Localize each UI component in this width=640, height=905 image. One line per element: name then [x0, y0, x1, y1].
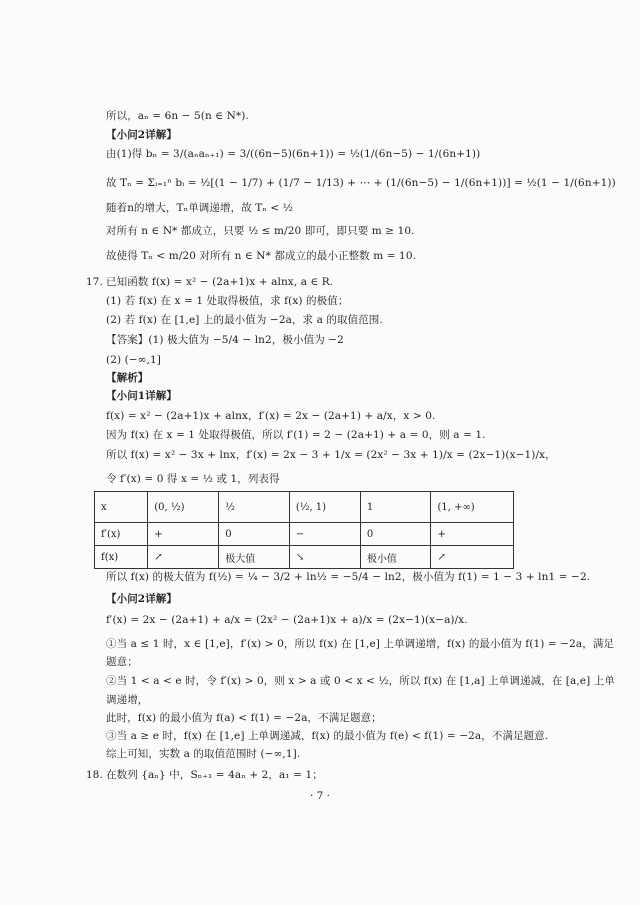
table-cell: (½, 1)	[289, 492, 360, 523]
section-heading: 【小问2详解】	[106, 593, 178, 605]
answer-line: 【答案】(1) 极大值为 −5/4 − ln2，极小值为 −2	[106, 334, 344, 346]
table-cell: ↗	[148, 546, 219, 569]
table-cell: f′(x)	[95, 523, 148, 546]
question-number: 18.	[86, 769, 103, 781]
table-cell: (1, +∞)	[431, 492, 514, 523]
text-line: ③当 a ≥ e 时，f(x) 在 [1,e] 上单调递减，f(x) 的最小值为 f(e) < f(1) = −2a，不满足题意.	[106, 730, 549, 742]
question-part: (1) 若 f(x) 在 x = 1 处取得极值，求 f(x) 的极值；	[106, 295, 349, 307]
table-row	[95, 546, 514, 569]
table-cell: 极小值	[360, 546, 431, 569]
table-cell: +	[431, 523, 514, 546]
section-heading: 【解析】	[106, 372, 149, 384]
table-cell: ↘	[289, 546, 360, 569]
table-cell: 0	[360, 523, 431, 546]
table-row	[95, 523, 514, 546]
table-cell: 0	[219, 523, 290, 546]
table-row	[95, 492, 514, 523]
text-line: 令 f′(x) = 0 得 x = ½ 或 1，列表得	[106, 473, 280, 485]
table-cell: ↗	[431, 546, 514, 569]
table-cell: 极大值	[219, 546, 290, 569]
table-cell: x	[95, 492, 148, 523]
table-cell: (0, ½)	[148, 492, 219, 523]
text-line: ①当 a ≤ 1 时，x ∈ [1,e]，f′(x) > 0，所以 f(x) 在 [1,e] 上单调递增，f(x) 的最小值为 f(1) = −2a，满足	[106, 638, 615, 650]
page-number: · 7 ·	[309, 790, 331, 802]
question-number: 17.	[86, 276, 103, 288]
table-cell: 1	[360, 492, 431, 523]
text-line: 对所有 n ∈ N* 都成立，只要 ½ ≤ m/20 即可，即只要 m ≥ 10.	[106, 225, 415, 237]
question-text: 在数列 {aₙ} 中，Sₙ₊₁ = 4aₙ + 2，a₁ = 1；	[106, 769, 323, 781]
answer-line: (2) (−∞,1]	[106, 354, 161, 366]
text-line: 所以 f(x) = x² − 3x + lnx，f′(x) = 2x − 3 + 1/x = (2x² − 3x + 1)/x = (2x−1)(x−1)/x，	[106, 449, 556, 461]
text-line: 所以，aₙ = 6n − 5(n ∈ N*).	[106, 110, 249, 122]
text-line: 此时，f(x) 的最小值为 f(a) < f(1) = −2a，不满足题意；	[106, 712, 382, 724]
section-heading: 【小问1详解】	[106, 390, 178, 402]
text-line: f′(x) = 2x − (2a+1) + a/x = (2x² − (2a+1)x + a)/x = (2x−1)(x−a)/x.	[106, 614, 468, 626]
text-line: 题意；	[106, 656, 138, 668]
text-line: ②当 1 < a < e 时，令 f′(x) > 0，则 x > a 或 0 < x < ½，所以 f(x) 在 [1,a] 上单调递减，在 [a,e] 上单	[106, 675, 615, 687]
table-cell: +	[148, 523, 219, 546]
table-cell: ½	[219, 492, 290, 523]
text-line: f(x) = x² − (2a+1)x + alnx，f′(x) = 2x − (2a+1) + a/x，x > 0.	[106, 410, 436, 422]
table-cell: −	[289, 523, 360, 546]
text-line: 综上可知，实数 a 的取值范围时 (−∞,1].	[106, 748, 301, 760]
text-line: 因为 f(x) 在 x = 1 处取得极值，所以 f′(1) = 2 − (2a+1) + a = 0，则 a = 1.	[106, 429, 486, 441]
text-line: 故使得 Tₙ < m/20 对所有 n ∈ N* 都成立的最小正整数 m = 10.	[106, 250, 417, 262]
question-part: (2) 若 f(x) 在 [1,e] 上的最小值为 −2a，求 a 的取值范围.	[106, 314, 383, 326]
variation-table	[94, 491, 514, 569]
text-line: 由(1)得 bₙ = 3/(aₙaₙ₊₁) = 3/((6n−5)(6n+1)) = ½(1/(6n−5) − 1/(6n+1))	[106, 148, 481, 160]
table-cell: f(x)	[95, 546, 148, 569]
question-text: 已知函数 f(x) = x² − (2a+1)x + alnx, a ∈ R.	[106, 276, 334, 288]
section-heading: 【小问2详解】	[106, 129, 178, 141]
text-line: 随着n的增大，Tₙ单调递增，故 Tₙ < ½	[106, 202, 294, 214]
text-line: 故 Tₙ = Σᵢ₌₁ⁿ bᵢ = ½[(1 − 1/7) + (1/7 − 1/13) + ⋯ + (1/(6n−5) − 1/(6n+1))] = ½(1 − 1/(6n+1))	[106, 177, 616, 189]
text-line: 所以 f(x) 的极大值为 f(½) = ¼ − 3/2 + ln½ = −5/4 − ln2，极小值为 f(1) = 1 − 3 + ln1 = −2.	[106, 571, 591, 583]
text-line: 调递增，	[106, 694, 149, 706]
